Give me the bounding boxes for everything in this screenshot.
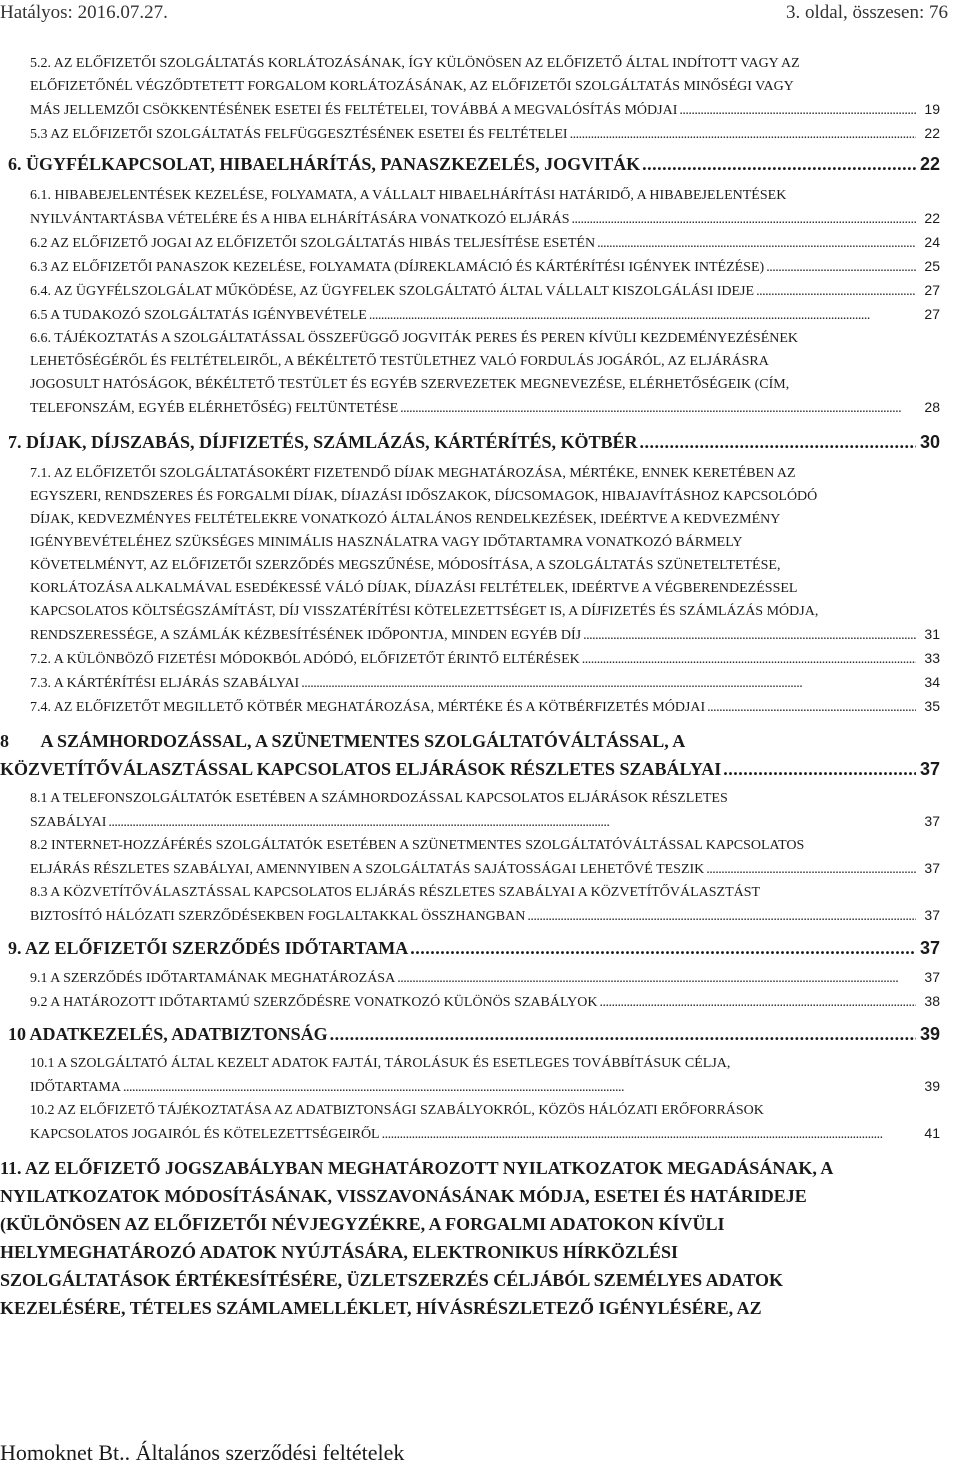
toc-entry-line: 10.1 A SZOLGÁLTATÓ ÁLTAL KEZELT ADATOK FAJTÁI, TÁROLÁSUK ÉS ESETLEGES TOVÁBBÍTÁSUK CÉLJA, [30,1056,731,1071]
toc-entry-title: RENDSZERESSÉGE, A SZÁMLÁK KÉZBESÍTÉSÉNEK IDŐPONTJA, MINDEN EGYÉB DÍJ [30,628,582,643]
toc-entry-6-2[interactable] [0,231,940,255]
toc-entry-7[interactable] [0,428,940,456]
toc-leader-dots [108,811,916,834]
toc-entry-line: 8.1 A TELEFONSZOLGÁLTATÓK ESETÉBEN A SZÁMHORDOZÁSSAL KAPCSOLATOS ELJÁRÁSOK RÉSZLETES [30,791,728,806]
toc-entry-title: 9. AZ ELŐFIZETŐI SZERZŐDÉS IDŐTARTAMA [8,938,409,958]
toc-leader-dots [640,428,916,456]
toc-page-number: 37 [924,860,940,876]
toc-entry-title: 7.2. A KÜLÖNBÖZŐ FIZETÉSI MÓDOKBÓL ADÓDÓ, ELŐFIZETŐT ÉRINTŐ ELTÉRÉSEK [30,652,580,667]
toc-entry-line: 8.2 INTERNET-HOZZÁFÉRÉS SZOLGÁLTATÓK ESETÉBEN A SZÜNETMENTES SZOLGÁLTATÓVÁLTÁSSAL KAPCSOLATOS [30,838,805,853]
toc-page-number: 19 [924,101,940,117]
toc-entry-title: NYILVÁNTARTÁSBA VÉTELÉRE ÉS A HIBA ELHÁRÍTÁSÁRA VONATKOZÓ ELJÁRÁS [30,212,570,227]
footer-company: Homoknet Bt.. Általános szerződési feltételek [0,1440,405,1465]
toc-page-number: 37 [924,969,940,985]
toc-entry-lastline [8,1020,940,1048]
toc-entry-6-4[interactable] [0,279,940,303]
toc-page-number: 31 [924,626,940,642]
toc-entry-11[interactable] [0,1154,940,1322]
toc-entry-line: ELŐFIZETŐNÉL VÉGZŐDTETETT FORGALOM KORLÁTOZÁSÁNAK, AZ ELŐFIZETŐI SZOLGÁLTATÁS MINŐSÉGI VAGY [30,79,794,94]
toc-entry-lastline [8,150,940,178]
toc-page-number: 28 [924,399,940,415]
toc-entry-7-4[interactable] [0,695,940,719]
toc-entry-title: 9.2 A HATÁROZOTT IDŐTARTAMÚ SZERZŐDÉSRE VONATKOZÓ KÜLÖNÖS SZABÁLYOK [30,995,598,1010]
toc-leader-dots [723,755,916,783]
toc-entry-title: 6.4. AZ ÜGYFÉLSZOLGÁLAT MŰKÖDÉSE, AZ ÜGYFELEK SZOLGÁLTATÓ ÁLTAL VÁLLALT KISZOLGÁLÁSI IDEJE [30,284,755,299]
toc-entry-title: ELJÁRÁS RÉSZLETES SZABÁLYAI, AMENNYIBEN A SZOLGÁLTATÁS SAJÁTOSSÁGAI LEHETŐVÉ TESZIK [30,862,705,877]
toc-entry-title: SZABÁLYAI [30,815,107,830]
toc-entry-title: 9.1 A SZERZŐDÉS IDŐTARTAMÁNAK MEGHATÁROZÁSA [30,971,396,986]
toc-entry-10-1[interactable] [0,1052,940,1099]
toc-entry-6[interactable] [0,150,940,178]
toc-entry-line: JOGOSULT HATÓSÁGOK, BÉKÉLTETŐ TESTÜLET ÉS EGYÉB SZERVEZETEK MEGNEVEZÉSE, ELÉRHETŐSÉGEIK (CÍM, [30,377,790,392]
toc-leader-dots [382,1123,916,1146]
toc-entry-title: 10 ADATKEZELÉS, ADATBIZTONSÁG [8,1024,328,1044]
toc-leader-dots [397,967,916,990]
toc-entry-title: 5.3 AZ ELŐFIZETŐI SZOLGÁLTATÁS FELFÜGGESZTÉSÉNEK ESETEI ÉS FELTÉTELEI [30,127,568,142]
toc-entry-line: DÍJAK, KEDVEZMÉNYES FELTÉTELEKRE VONATKOZÓ ÁLTALÁNOS RENDELKEZÉSEK, IDEÉRTVE A KEDVEZMÉNY [30,512,781,527]
toc-entry-lastline [0,755,940,783]
toc-entry-8-2[interactable] [0,834,940,881]
toc-entry-9[interactable] [0,934,940,962]
toc-leader-dots [400,397,916,420]
toc-entry-line: KAPCSOLATOS KÖLTSÉGSZÁMÍTÁST, DÍJ VISSZATÉRÍTÉSI KÖTELEZETTSÉGET IS, A DÍJFIZETÉS ÉS SZÁMLÁZÁS MÓDJA, [30,604,819,619]
toc-leader-dots [583,624,916,647]
toc-leader-dots [330,1020,916,1048]
toc-page-number: 27 [924,306,940,322]
toc-entry-title: 7.3. A KÁRTÉRÍTÉSI ELJÁRÁS SZABÁLYAI [30,676,300,691]
toc-entry-8-3[interactable] [0,881,940,928]
toc-page-number: 22 [919,154,940,174]
toc-entry-line: 7.1. AZ ELŐFIZETŐI SZOLGÁLTATÁSOKÉRT FIZETENDŐ DÍJAK MEGHATÁROZÁSA, MÉRTÉKE, ENNEK KERETÉBEN AZ [30,466,796,481]
toc-leader-dots [679,99,916,122]
toc-entry-title: 6. ÜGYFÉLKAPCSOLAT, HIBAELHÁRÍTÁS, PANASZKEZELÉS, JOGVITÁK [8,154,641,174]
toc-entry-line: NYILATKOZATOK MÓDOSÍTÁSÁNAK, VISSZAVONÁSÁNAK MÓDJA, ESETEI ÉS HATÁRIDEJE [0,1186,807,1206]
toc-entry-title: IDŐTARTAMA [30,1080,122,1095]
page-header [0,0,960,40]
toc-entry-6-5[interactable] [0,303,940,327]
toc-page-number: 39 [924,1078,940,1094]
toc-entry-lastline [30,122,940,146]
toc-entry-10-2[interactable] [0,1099,940,1146]
toc-entry-lastline [30,990,940,1014]
toc-entry-6-1[interactable] [0,184,940,231]
toc-page-number: 37 [919,759,940,779]
toc-entry-title: TELEFONSZÁM, EGYÉB ELÉRHETŐSÉG) FELTÜNTETÉSE [30,401,399,416]
toc-leader-dots [582,648,916,671]
toc-entry-line: 6.6. TÁJÉKOZTATÁS A SZOLGÁLTATÁSSAL ÖSSZEFÜGGŐ JOGVITÁK PERES ÉS PEREN KÍVÜLI KEZDEMÉNYEZÉSÉNEK [30,331,799,346]
page-footer [0,1438,960,1468]
toc-entry-lastline [30,98,940,122]
toc-entry-title: 6.2 AZ ELŐFIZETŐ JOGAI AZ ELŐFIZETŐI SZOLGÁLTATÁS HIBÁS TELJESÍTÉSE ESETÉN [30,236,596,251]
toc-entry-line: 6.1. HIBABEJELENTÉSEK KEZELÉSE, FOLYAMATA, A VÁLLALT HIBAELHÁRÍTÁSI HATÁRIDŐ, A HIBABEJELENTÉSEK [30,188,787,203]
table-of-contents [0,52,940,1322]
toc-leader-dots [597,232,916,255]
toc-entry-title: 6.5 A TUDAKOZÓ SZOLGÁLTATÁS IGÉNYBEVÉTELE [30,308,367,323]
toc-entry-lastline [30,255,940,279]
toc-leader-dots [369,304,916,327]
toc-leader-dots [766,256,916,279]
toc-entry-title: 6.3 AZ ELŐFIZETŐI PANASZOK KEZELÉSE, FOLYAMATA (DÍJREKLAMÁCIÓ ÉS KÁRTÉRÍTÉSI IGÉNYEK INTÉZÉSE) [30,260,765,275]
toc-entry-lastline [30,857,940,881]
toc-entry-title: 7. DÍJAK, DÍJSZABÁS, DÍJFIZETÉS, SZÁMLÁZÁS, KÁRTÉRÍTÉS, KÖTBÉR [8,432,638,452]
toc-entry-line: 8.3 A KÖZVETÍTŐVÁLASZTÁSSAL KAPCSOLATOS ELJÁRÁS RÉSZLETES SZABÁLYAI A KÖZVETÍTŐVÁLASZTÁST [30,885,761,900]
toc-entry-7-1[interactable] [0,462,940,647]
toc-entry-lastline [30,231,940,255]
toc-page-number: 25 [924,258,940,274]
toc-page-number: 35 [924,698,940,714]
toc-entry-8[interactable] [0,727,940,783]
toc-entry-lastline [30,695,940,719]
toc-entry-line: 11. AZ ELŐFIZETŐ JOGSZABÁLYBAN MEGHATÁROZOTT NYILATKOZATOK MEGADÁSÁNAK, A [0,1158,834,1178]
toc-entry-lastline [30,279,940,303]
toc-entry-6-3[interactable] [0,255,940,279]
toc-entry-5-2[interactable] [0,52,940,122]
toc-entry-6-6[interactable] [0,327,940,420]
toc-entry-lastline [30,1075,940,1099]
toc-entry-line: 8 A SZÁMHORDOZÁSSAL, A SZÜNETMENTES SZOLGÁLTATÓVÁLTÁSSAL, A [0,731,686,751]
toc-entry-line: HELYMEGHATÁROZÓ ADATOK NYÚJTÁSÁRA, ELEKTRONIKUS HÍRKÖZLÉSI [0,1242,678,1262]
toc-page-number: 37 [924,813,940,829]
toc-entry-title: MÁS JELLEMZŐI CSÖKKENTÉSÉNEK ESETEI ÉS FELTÉTELEI, TOVÁBBÁ A MEGVALÓSÍTÁS MÓDJAI [30,103,678,118]
toc-entry-5-3[interactable] [0,122,940,146]
toc-page-number: 24 [924,234,940,250]
toc-entry-lastline [30,966,940,990]
toc-page-number: 37 [924,907,940,923]
toc-page-number: 30 [919,432,940,452]
toc-leader-dots [756,280,916,303]
toc-entry-9-2[interactable] [0,990,940,1014]
toc-page-number: 38 [924,993,940,1009]
toc-entry-line: EGYSZERI, RENDSZERES ÉS FORGALMI DÍJAK, DÍJAZÁSI IDŐSZAKOK, DÍJCSOMAGOK, HIBAJAVÍTÁSHOZ KAPCSOLÓDÓ [30,489,818,504]
toc-entry-line: (KÜLÖNÖSEN AZ ELŐFIZETŐI NÉVJEGYZÉKRE, A FORGALMI ADATOKON KÍVÜLI [0,1214,725,1234]
toc-leader-dots [599,991,916,1014]
toc-entry-line: KÖVETELMÉNYT, AZ ELŐFIZETŐI SZERZŐDÉS MEGSZŰNÉSE, MÓDOSÍTÁSA, A SZOLGÁLTATÁS SZÜNETELTETÉSE, [30,558,781,573]
toc-entry-lastline [30,303,940,327]
effective-date: Hatályos: 2016.07.27. [0,2,168,23]
toc-entry-lastline [30,623,940,647]
toc-entry-7-2[interactable] [0,647,940,671]
toc-page-number: 37 [919,938,940,958]
toc-leader-dots [707,696,916,719]
toc-entry-lastline [30,810,940,834]
toc-page-number: 22 [924,210,940,226]
toc-leader-dots [570,123,916,146]
toc-page-number: 41 [924,1125,940,1141]
toc-leader-dots [572,208,916,231]
toc-leader-dots [706,858,916,881]
toc-entry-title: KAPCSOLATOS JOGAIRÓL ÉS KÖTELEZETTSÉGEIRŐL [30,1127,380,1142]
toc-entry-lastline [30,671,940,695]
toc-entry-title: 7.4. AZ ELŐFIZETŐT MEGILLETŐ KÖTBÉR MEGHATÁROZÁSA, MÉRTÉKE ÉS A KÖTBÉRFIZETÉS MÓDJAI [30,700,706,715]
toc-entry-line: 10.2 AZ ELŐFIZETŐ TÁJÉKOZTATÁSA AZ ADATBIZTONSÁGI SZABÁLYOKRÓL, KÖZÖS HÁLÓZATI ERŐFORRÁSOK [30,1103,764,1118]
toc-entry-lastline [30,1122,940,1146]
toc-page-number: 34 [924,674,940,690]
toc-entry-lastline [8,934,940,962]
toc-leader-dots [642,150,916,178]
toc-entry-lastline [30,904,940,928]
toc-entry-9-1[interactable] [0,966,940,990]
toc-leader-dots [301,672,916,695]
toc-entry-line: LEHETŐSÉGÉRŐL ÉS FELTÉTELEIRŐL, A BÉKÉLTETŐ TESTÜLETHEZ VALÓ FORDULÁS JOGÁRÓL, AZ ELJÁRÁSRA [30,354,769,369]
toc-entry-10[interactable] [0,1020,940,1048]
toc-entry-title: BIZTOSÍTÓ HÁLÓZATI SZERZŐDÉSEKBEN FOGLALTAKKAL ÖSSZHANGBAN [30,909,526,924]
toc-page-number: 27 [924,282,940,298]
toc-entry-lastline [30,396,940,420]
toc-entry-lastline [8,428,940,456]
toc-entry-lastline [30,647,940,671]
toc-entry-line: SZOLGÁLTATÁSOK ÉRTÉKESÍTÉSÉRE, ÜZLETSZERZÉS CÉLJÁBÓL SZEMÉLYES ADATOK [0,1270,783,1290]
toc-entry-line: IGÉNYBEVÉTELÉHEZ SZÜKSÉGES MINIMÁLIS HASZNÁLATRA VAGY IDŐTARTAMRA VONATKOZÓ BÁRMELY [30,535,743,550]
toc-entry-8-1[interactable] [0,787,940,834]
toc-page-number: 33 [924,650,940,666]
toc-leader-dots [527,905,916,928]
toc-page-number: 39 [919,1024,940,1044]
toc-entry-7-3[interactable] [0,671,940,695]
toc-entry-title: KÖZVETÍTŐVÁLASZTÁSSAL KAPCSOLATOS ELJÁRÁSOK RÉSZLETES SZABÁLYAI [0,759,722,779]
toc-entry-line: KEZELÉSÉRE, TÉTELES SZÁMLAMELLÉKLET, HÍVÁSRÉSZLETEZŐ IGÉNYLÉSÉRE, AZ [0,1298,762,1318]
toc-entry-line: 5.2. AZ ELŐFIZETŐI SZOLGÁLTATÁS KORLÁTOZÁSÁNAK, ÍGY KÜLÖNÖSEN AZ ELŐFIZETŐ ÁLTAL INDÍTOTT VAGY AZ [30,56,800,71]
toc-entry-line: KORLÁTOZÁSA ALKALMÁVAL ESEDÉKESSÉ VÁLÓ DÍJAK, DÍJAZÁSI FELTÉTELEK, IDEÉRTVE A VÉGBERENDEZÉSSEL [30,581,798,596]
toc-entry-lastline [30,207,940,231]
toc-leader-dots [410,934,916,962]
page-counter: 3. oldal, összesen: 76 [785,2,948,23]
toc-leader-dots [123,1076,916,1099]
toc-page-number: 22 [924,125,940,141]
